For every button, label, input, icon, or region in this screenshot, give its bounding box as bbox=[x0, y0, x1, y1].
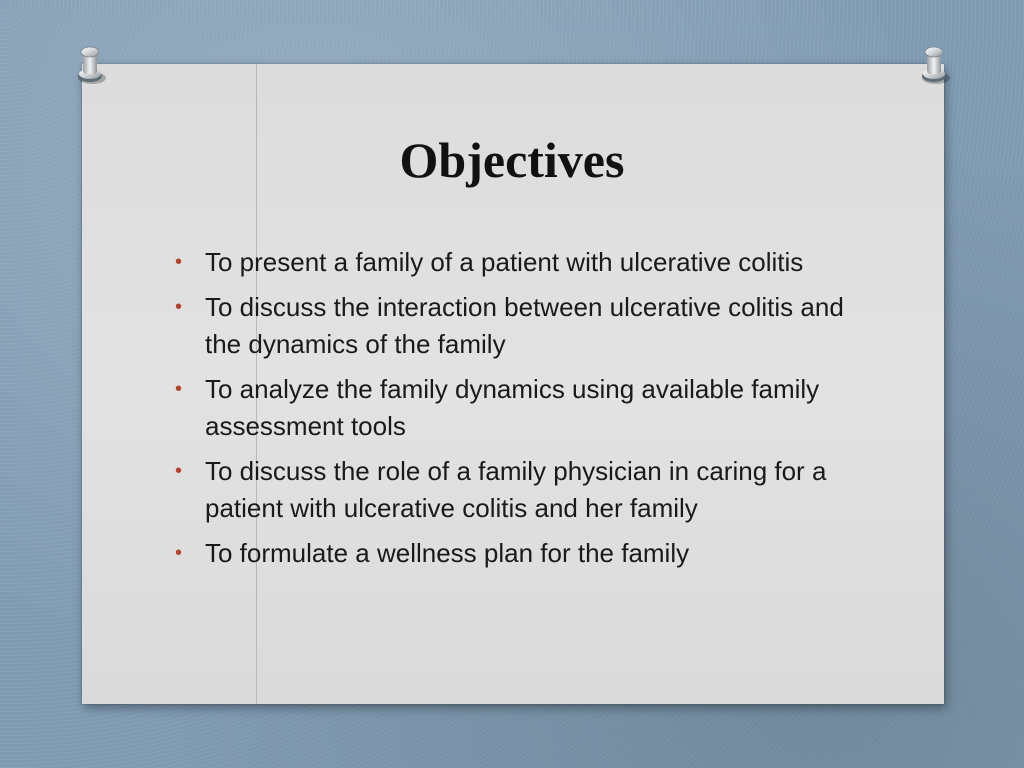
list-item bbox=[168, 535, 868, 572]
list-item-text: To present a family of a patient with ulcerative colitis bbox=[205, 247, 804, 277]
list-item bbox=[168, 289, 868, 363]
list-item-text: To discuss the role of a family physician in caring for a patient with ulcerative colitis and her family bbox=[205, 456, 827, 523]
bullet-dot-icon: • bbox=[175, 251, 183, 273]
list-item bbox=[168, 371, 868, 445]
pushpin-icon bbox=[914, 40, 954, 88]
bullet-dot-icon: • bbox=[175, 296, 183, 318]
slide-title: Objectives bbox=[399, 132, 625, 188]
list-item bbox=[168, 453, 868, 527]
list-item-text: To discuss the interaction between ulcerative colitis and the dynamics of the family bbox=[205, 292, 844, 359]
bullet-dot-icon: • bbox=[175, 460, 183, 482]
list-item-text: To formulate a wellness plan for the family bbox=[205, 538, 690, 568]
bullet-dot-icon: • bbox=[175, 378, 183, 400]
list-item-text: To analyze the family dynamics using available family assessment tools bbox=[205, 374, 820, 441]
bullet-dot-icon: • bbox=[175, 542, 183, 564]
pushpin-icon bbox=[70, 40, 110, 88]
objectives-list bbox=[168, 244, 868, 580]
list-item bbox=[168, 244, 868, 281]
